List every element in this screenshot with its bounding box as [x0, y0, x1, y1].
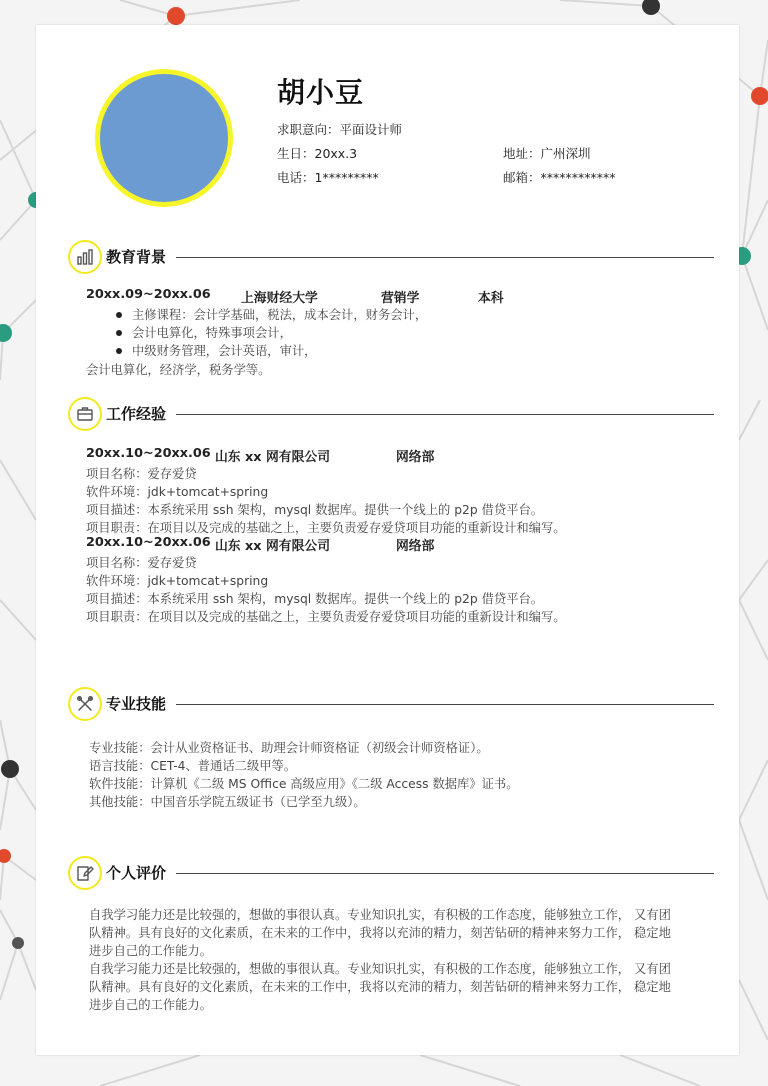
education-title: 教育背景 — [106, 248, 167, 266]
edit-icon — [68, 856, 102, 890]
job-2-project: 项目名称：爱存爱贷 — [86, 556, 197, 570]
chart-icon — [68, 240, 102, 274]
evaluation-section-header — [68, 856, 714, 890]
evaluation-line: 自我学习能力还是比较强的，想做的事很认真。专业知识扎实，有积极的工作态度，能够独立工作， 又有团 — [89, 962, 671, 976]
job-2-dept: 网络部 — [396, 539, 435, 554]
resume-page — [36, 25, 739, 1055]
tools-icon — [68, 687, 102, 721]
education-bullet-2: 会计电算化，特殊事项会计， — [132, 326, 292, 340]
section-divider — [176, 873, 714, 874]
skill-software: 软件技能：计算机《二级 MS Office 高级应用》《二级 Access 数据库》证书。 — [89, 777, 519, 791]
evaluation-title: 个人评价 — [106, 864, 167, 882]
skills-section-header — [68, 687, 714, 721]
education-section-header — [68, 240, 714, 274]
evaluation-line: 自我学习能力还是比较强的，想做的事很认真。专业知识扎实，有积极的工作态度，能够独立工作， 又有团 — [89, 908, 671, 922]
email: 邮箱：************ — [503, 170, 616, 185]
job-2-env: 软件环境：jdk+tomcat+spring — [86, 574, 269, 588]
job-intent: 求职意向：平面设计师 — [277, 122, 403, 137]
job-1-company: 山东 xx 网有限公司 — [215, 450, 330, 465]
skill-professional: 专业技能：会计从业资格证书、助理会计师资格证（初级会计师资格证）。 — [89, 741, 489, 755]
job-2-company: 山东 xx 网有限公司 — [215, 539, 330, 554]
evaluation-line: 队精神。具有良好的文化素质，在未来的工作中，我将以充沛的精力，刻苦钻研的精神来努力工作， 稳定地 — [89, 980, 671, 994]
section-divider — [176, 414, 714, 415]
bullet — [116, 348, 122, 354]
section-divider — [176, 704, 714, 705]
evaluation-line: 进步自己的工作能力。 — [89, 944, 212, 958]
job-1-period: 20xx.10~20xx.06 — [86, 446, 211, 461]
evaluation-line: 进步自己的工作能力。 — [89, 998, 212, 1012]
avatar-frame — [95, 69, 233, 207]
job-1-dept: 网络部 — [396, 450, 435, 465]
work-section-header — [68, 397, 714, 431]
education-extra: 会计电算化，经济学，税务学等。 — [86, 363, 271, 377]
education-bullet-1: 主修课程：会计学基础，税法，成本会计，财务会计， — [132, 308, 428, 322]
education-bullet-3: 中级财务管理，会计英语，审计， — [132, 344, 317, 358]
job-1-env: 软件环境：jdk+tomcat+spring — [86, 485, 269, 499]
work-title: 工作经验 — [106, 405, 167, 423]
job-2-duty: 项目职责：在项目以及完成的基础之上，主要负责爱存爱贷项目功能的重新设计和编写。 — [86, 610, 566, 624]
job-1-duty: 项目职责：在项目以及完成的基础之上，主要负责爱存爱贷项目功能的重新设计和编写。 — [86, 521, 566, 535]
skills-title: 专业技能 — [106, 695, 167, 713]
phone: 电话：1********* — [277, 170, 379, 185]
bullet — [116, 312, 122, 318]
avatar — [100, 74, 228, 202]
job-1-desc: 项目描述：本系统采用 ssh 架构，mysql 数据库。提供一个线上的 p2p 借贷平台。 — [86, 503, 544, 517]
evaluation-line: 队精神。具有良好的文化素质，在未来的工作中，我将以充沛的精力，刻苦钻研的精神来努力工作， 稳定地 — [89, 926, 671, 940]
birthday: 生日：20xx.3 — [277, 146, 358, 161]
education-degree: 本科 — [478, 291, 504, 306]
skill-other: 其他技能：中国音乐学院五级证书（已学至九级）。 — [89, 795, 366, 809]
candidate-name: 胡小豆 — [277, 76, 365, 109]
briefcase-icon — [68, 397, 102, 431]
skill-language: 语言技能：CET-4、普通话二级甲等。 — [89, 759, 297, 773]
education-school: 上海财经大学 — [241, 291, 318, 306]
bullet — [116, 330, 122, 336]
address: 地址：广州深圳 — [503, 146, 591, 161]
job-2-period: 20xx.10~20xx.06 — [86, 535, 211, 550]
education-major: 营销学 — [381, 291, 420, 306]
education-period: 20xx.09~20xx.06 — [86, 287, 211, 302]
job-1-project: 项目名称：爱存爱贷 — [86, 467, 197, 481]
job-2-desc: 项目描述：本系统采用 ssh 架构，mysql 数据库。提供一个线上的 p2p 借贷平台。 — [86, 592, 544, 606]
section-divider — [176, 257, 714, 258]
